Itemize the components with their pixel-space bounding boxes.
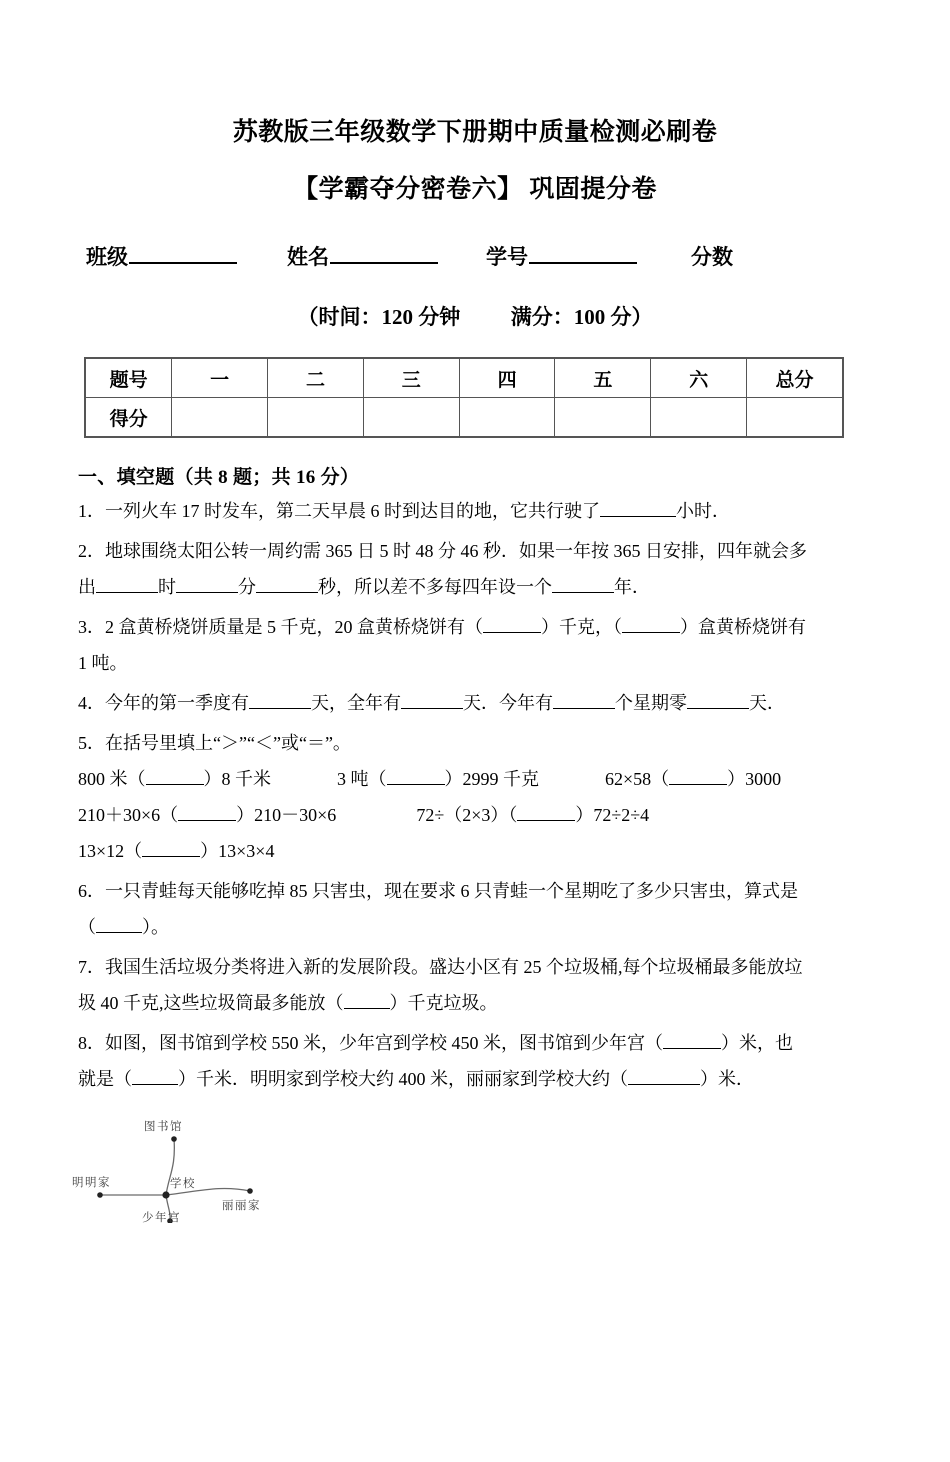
col-header-1: 一 — [172, 358, 268, 398]
question-8-blank-1[interactable] — [663, 1048, 721, 1049]
question-2-text-c: 分 — [238, 577, 256, 597]
question-4-blank-3[interactable] — [553, 708, 615, 709]
question-6-text-a: （ — [78, 917, 96, 937]
question-3-line-1 — [78, 609, 872, 645]
question-7-text-b: ）千克垃圾。 — [389, 993, 498, 1013]
exam-duration: （时间：120 分钟 — [297, 305, 461, 329]
question-1-text-b: 小时． — [676, 501, 730, 521]
q5-blank-1[interactable] — [146, 784, 204, 785]
col-header-4: 四 — [459, 358, 555, 398]
label-school: 学校 — [170, 1178, 196, 1190]
q5-expr-1-right: ）8 千米 — [203, 769, 271, 789]
name-field[interactable] — [287, 241, 438, 271]
q5-expr-2-right: ）2999 千克 — [444, 769, 539, 789]
question-5-prompt: 在括号里填上“＞”“＜”或“＝”。 — [105, 733, 351, 753]
question-2-text-e: 年． — [614, 577, 650, 597]
score-cell-1[interactable] — [172, 398, 268, 438]
question-6-number: 6． — [78, 881, 105, 901]
student-id-field[interactable] — [486, 241, 637, 271]
label-lili-home: 丽丽家 — [222, 1200, 261, 1212]
node-mingming-home-dot — [97, 1192, 103, 1198]
class-blank[interactable] — [129, 262, 237, 264]
question-2-text-a: 出 — [78, 577, 96, 597]
question-6-line-1 — [78, 873, 872, 909]
question-7-line-2 — [78, 985, 872, 1021]
question-3-blank-2[interactable] — [622, 632, 680, 633]
question-5-row-2 — [78, 797, 872, 833]
question-4-text-e: 天． — [749, 693, 785, 713]
question-3 — [78, 609, 872, 681]
question-4-text-d: 个星期零 — [615, 693, 687, 713]
q5-blank-3[interactable] — [669, 784, 727, 785]
question-5-number: 5． — [78, 733, 105, 753]
question-6 — [78, 873, 872, 945]
question-8-blank-2[interactable] — [132, 1084, 178, 1085]
q5-expr-4-left: 210＋30×6（ — [78, 805, 179, 825]
question-5-row-3 — [78, 833, 872, 869]
exam-page — [0, 118, 950, 1462]
question-1-blank-1[interactable] — [600, 516, 676, 517]
q5-expr-5-right: ）72÷2÷4 — [575, 805, 650, 825]
score-cell-6[interactable] — [651, 398, 747, 438]
node-lili-home-dot — [247, 1188, 253, 1194]
question-4-text-c: 天．今年有 — [463, 693, 553, 713]
exam-full-score: 满分：100 分） — [510, 305, 653, 329]
question-3-text-c: ）盒黄桥烧饼有 — [680, 617, 806, 637]
question-7-number: 7． — [78, 957, 105, 977]
question-2-text-line1: 地球围绕太阳公转一周约需 365 日 5 时 48 分 46 秒．如果一年按 365 日安排，四年就会多 — [105, 541, 807, 561]
q5-blank-6[interactable] — [142, 856, 200, 857]
question-2-text-d: 秒，所以差不多每四年设一个 — [318, 577, 552, 597]
class-field[interactable] — [86, 241, 237, 271]
question-8-text-c: 就是（ — [78, 1069, 132, 1089]
question-2-text-b: 时 — [158, 577, 176, 597]
question-4-text-a: 今年的第一季度有 — [105, 693, 249, 713]
question-8-text-d: ）千米．明明家到学校大约 400 米，丽丽家到学校大约（ — [178, 1069, 628, 1089]
q5-expr-3-right: ）3000 — [727, 769, 782, 789]
score-cell-2[interactable] — [268, 398, 364, 438]
question-2-line-2 — [78, 569, 872, 605]
question-4 — [78, 685, 872, 721]
class-label: 班级 — [86, 245, 128, 269]
q5-expr-2-left: 3 吨（ — [337, 769, 387, 789]
question-2 — [78, 533, 872, 605]
question-5-prompt-line — [78, 725, 872, 761]
question-4-blank-1[interactable] — [249, 708, 311, 709]
name-label: 姓名 — [287, 245, 329, 269]
student-id-label: 学号 — [486, 245, 528, 269]
question-8-line-2 — [78, 1061, 872, 1097]
col-header-total: 总分 — [747, 358, 843, 398]
section-heading-fill-in-blanks: 一、填空题（共 8 题；共 16 分） — [78, 467, 360, 488]
col-header-5: 五 — [555, 358, 651, 398]
q5-blank-4[interactable] — [178, 820, 236, 821]
question-2-line-1 — [78, 533, 872, 569]
question-4-blank-4[interactable] — [687, 708, 749, 709]
q5-expr-1-left: 800 米（ — [78, 769, 146, 789]
score-label: 分数 — [691, 245, 733, 269]
question-7-text-line1: 我国生活垃圾分类将进入新的发展阶段。盛达小区有 25 个垃圾桶,每个垃圾桶最多能放垃 — [105, 957, 803, 977]
score-cell-3[interactable] — [363, 398, 459, 438]
question-3-text-a: 2 盒黄桥烧饼质量是 5 千克，20 盒黄桥烧饼有（ — [105, 617, 483, 637]
question-1-text-a: 一列火车 17 时发车，第二天早晨 6 时到达目的地，它共行驶了 — [105, 501, 600, 521]
question-8-text-a: 如图，图书馆到学校 550 米，少年宫到学校 450 米，图书馆到少年宫（ — [105, 1033, 663, 1053]
question-8-text-b: ）米，也 — [721, 1033, 793, 1053]
question-2-blank-seconds[interactable] — [256, 592, 318, 593]
name-blank[interactable] — [330, 262, 438, 264]
student-id-blank[interactable] — [529, 262, 637, 264]
label-youth-center: 少年宫 — [142, 1212, 181, 1223]
question-7-blank-1[interactable] — [344, 1008, 390, 1009]
table-row-header — [85, 358, 843, 398]
row-label-question-no: 题号 — [85, 358, 172, 398]
question-5-row-1 — [78, 761, 872, 797]
question-6-line-2 — [78, 909, 872, 945]
question-4-blank-2[interactable] — [401, 708, 463, 709]
q5-expr-4-right: ）210－30×6 — [236, 805, 337, 825]
question-8-number: 8． — [78, 1033, 105, 1053]
question-3-number: 3． — [78, 617, 105, 637]
question-7-line-1 — [78, 949, 872, 985]
question-8 — [78, 1025, 872, 1097]
q5-expr-6-left: 13×12（ — [78, 841, 143, 861]
question-1-number: 1． — [78, 501, 105, 521]
exam-info-row — [78, 301, 872, 331]
question-8-line-1 — [78, 1025, 872, 1061]
question-2-blank-hours[interactable] — [96, 592, 158, 593]
question-8-blank-3[interactable] — [628, 1084, 700, 1085]
col-header-6: 六 — [651, 358, 747, 398]
q5-expr-3-left: 62×58（ — [605, 769, 670, 789]
question-4-number: 4． — [78, 693, 105, 713]
question-3-blank-1[interactable] — [483, 632, 541, 633]
question-2-number: 2． — [78, 541, 105, 561]
score-cell-5[interactable] — [555, 398, 651, 438]
question-2-blank-leapyear[interactable] — [552, 592, 614, 593]
question-6-text-line1: 一只青蛙每天能够吃掉 85 只害虫，现在要求 6 只青蛙一个星期吃了多少只害虫，算式是 — [105, 881, 798, 901]
question-7-text-a: 圾 40 千克,这些垃圾筒最多能放（ — [78, 993, 344, 1013]
score-cell-4[interactable] — [459, 398, 555, 438]
question-2-blank-minutes[interactable] — [176, 592, 238, 593]
page-subtitle: 【学霸夺分密卷六】 巩固提分卷 — [293, 176, 657, 203]
row-label-score: 得分 — [85, 398, 172, 438]
page-title: 苏教版三年级数学下册期中质量检测必刷卷 — [232, 119, 718, 146]
q5-blank-5[interactable] — [517, 820, 575, 821]
question-4-text-b: 天，全年有 — [311, 693, 401, 713]
q5-blank-2[interactable] — [387, 784, 445, 785]
label-mingming-home: 明明家 — [72, 1177, 111, 1189]
question-7 — [78, 949, 872, 1021]
col-header-3: 三 — [363, 358, 459, 398]
question-8-text-e: ）米． — [700, 1069, 754, 1089]
question-6-text-b: ）。 — [142, 917, 169, 937]
label-library: 图书馆 — [144, 1121, 183, 1133]
score-cell-total[interactable] — [747, 398, 843, 438]
question-8-map-diagram — [70, 1103, 360, 1223]
q5-expr-6-right: ）13×3×4 — [200, 841, 275, 861]
question-5 — [78, 725, 872, 869]
question-3-line-2: 1 吨。 — [78, 653, 128, 673]
node-library-dot — [171, 1136, 177, 1142]
table-row-scores — [85, 398, 843, 438]
col-header-2: 二 — [268, 358, 364, 398]
question-3-text-b: ）千克，（ — [541, 617, 622, 637]
question-1 — [78, 493, 872, 529]
identity-row — [78, 241, 872, 271]
question-6-blank-1[interactable] — [96, 932, 142, 933]
q5-expr-5-left: 72÷（2×3）（ — [416, 805, 518, 825]
node-school-dot — [162, 1191, 169, 1198]
score-table — [84, 357, 844, 438]
